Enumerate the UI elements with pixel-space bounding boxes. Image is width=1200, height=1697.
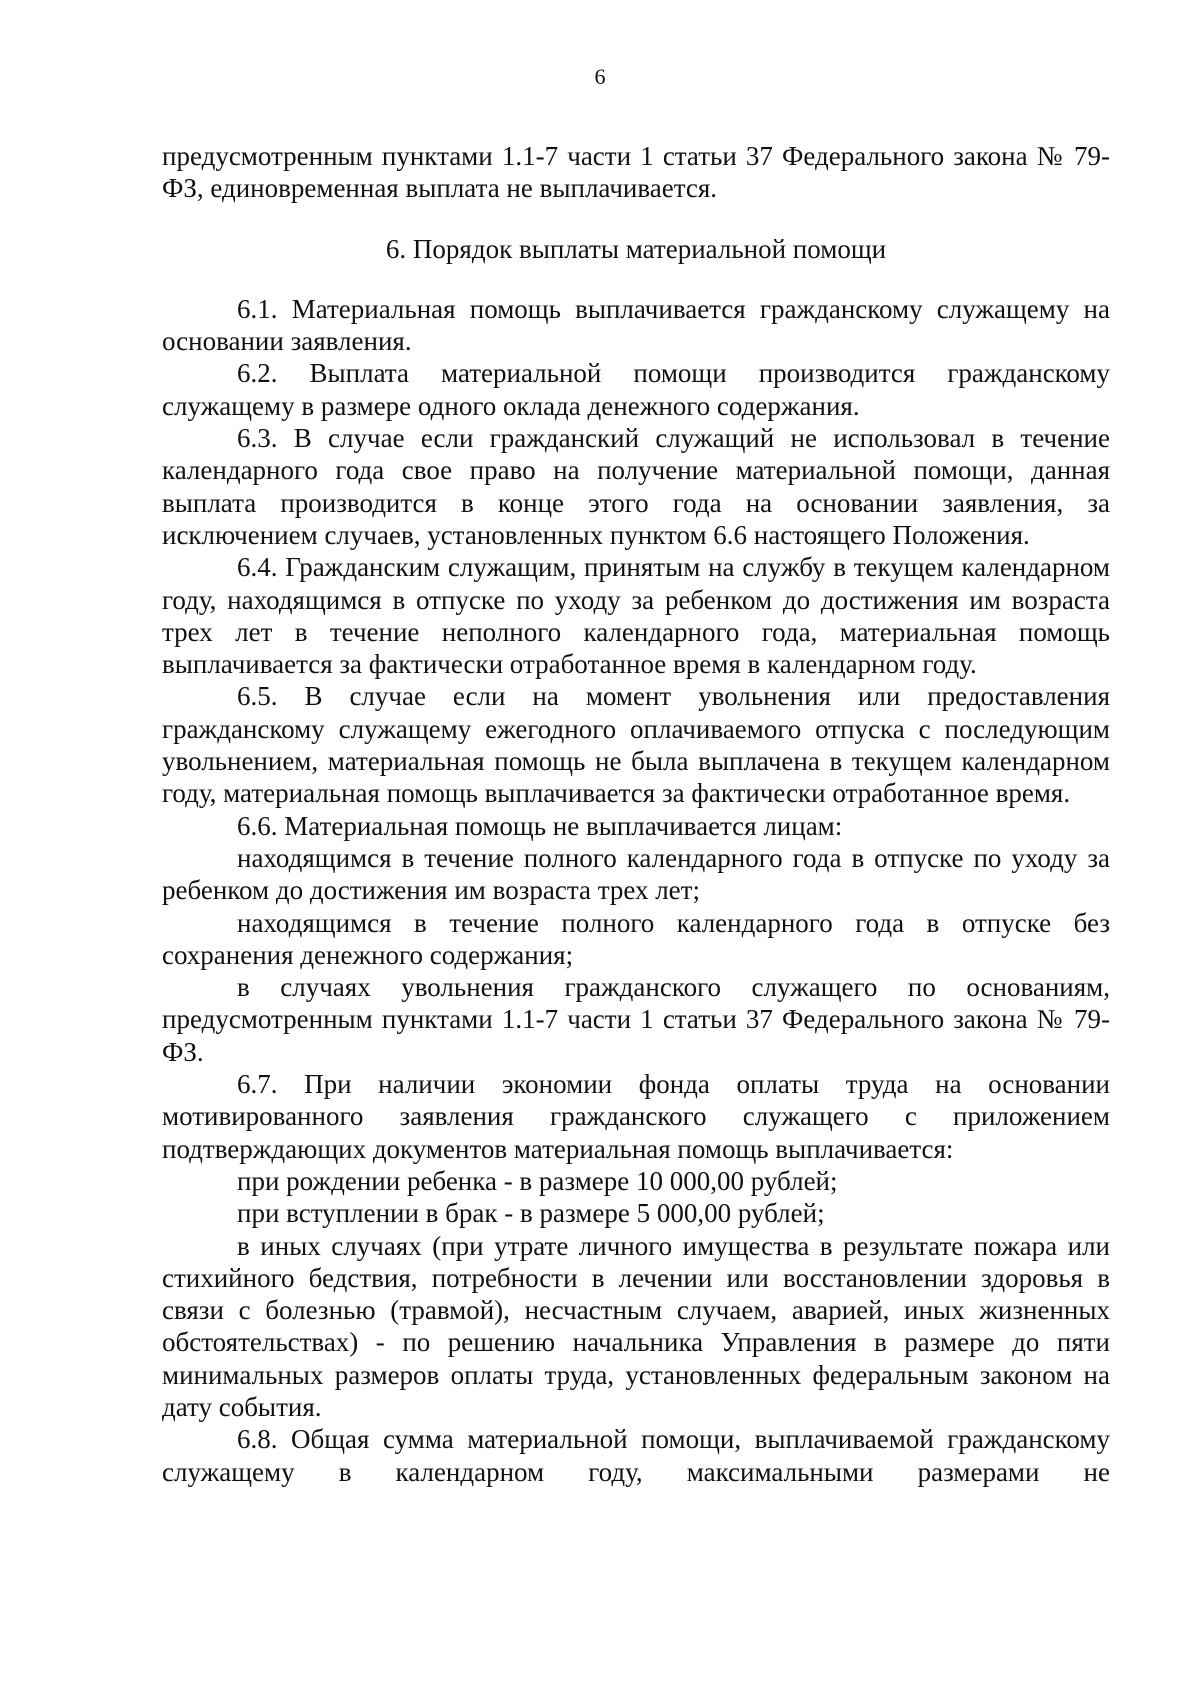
paragraph-6-6: 6.6. Материальная помощь не выплачивается лицам: xyxy=(237,810,843,841)
list-item: находящимся в течение полного календарного года в отпуске без сохранения денежного содержания; xyxy=(162,907,1110,970)
list-item: в случаях увольнения гражданского служащего по основаниям, предусмотренным пунктами 1.1-7 части 1 статьи 37 Федерального закона № 79-ФЗ. xyxy=(162,972,1110,1067)
paragraph-6-1: 6.1. Материальная помощь выплачивается гражданскому служащему на основании заявления. xyxy=(162,293,1110,357)
list-item: находящимся в течение полного календарного года в отпуске по уходу за ребенком до достижения им возраста трех лет; xyxy=(162,842,1110,906)
paragraph-6-3: 6.3. В случае если гражданский служащий не использовал в течение календарного года свое право на получение материальной помощи, данная выплата производится в конце этого года на основании заявления, за исключением случаев, установленных пунктом 6.6 настоящего Положения. xyxy=(162,423,1110,550)
paragraph-6-2: 6.2. Выплата материальной помощи производится гражданскому служащему в размере одного оклада денежного содержания. xyxy=(162,358,1110,421)
list-item: при вступлении в брак - в размере 5 000,00 рублей; xyxy=(237,1198,825,1229)
page-number: 6 xyxy=(594,64,606,89)
paragraph-6-5: 6.5. В случае если на момент увольнения или предоставления гражданскому служащему ежегодного оплачиваемого отпуска с последующим увольнением, материальная помощь не была выплачена в текущем календарном году, материальная помощь выплачивается за фактически отработанное время. xyxy=(162,681,1110,809)
list-item: при рождении ребенка - в размере 10 000,00 рублей; xyxy=(237,1165,838,1196)
section-heading: 6. Порядок выплаты материальной помощи xyxy=(385,233,887,264)
document-body xyxy=(162,140,1110,1488)
paragraph-6-7: 6.7. При наличии экономии фонда оплаты труда на основании мотивированного заявления гражданского служащего с приложением подтверждающих документов материальная помощь выплачивается: xyxy=(162,1069,1110,1164)
list-item: в иных случаях (при утрате личного имущества в результате пожара или стихийного бедствия, потребности в лечении или восстановлении здоровья в связи с болезнью (травмой), несчастным случаем, аварией, иных жизненных обстоятельствах) - по решению начальника Управления в размере до пяти минимальных размеров оплаты труда, установленных федеральным законом на дату события. xyxy=(162,1230,1110,1422)
continuation-paragraph: предусмотренным пунктами 1.1-7 части 1 статьи 37 Федерального закона № 79-ФЗ, единовременная выплата не выплачивается. xyxy=(162,141,1110,204)
paragraph-6-4: 6.4. Гражданским служащим, принятым на службу в текущем календарном году, находящимся в отпуске по уходу за ребенком до достижения им возраста трех лет в течение неполного календарного года, материальная помощь выплачивается за фактически отработанное время в календарном году. xyxy=(162,552,1110,680)
paragraph-6-8: 6.8. Общая сумма материальной помощи, выплачиваемой гражданскому служащему в календарном году, максимальными размерами не xyxy=(162,1424,1110,1487)
